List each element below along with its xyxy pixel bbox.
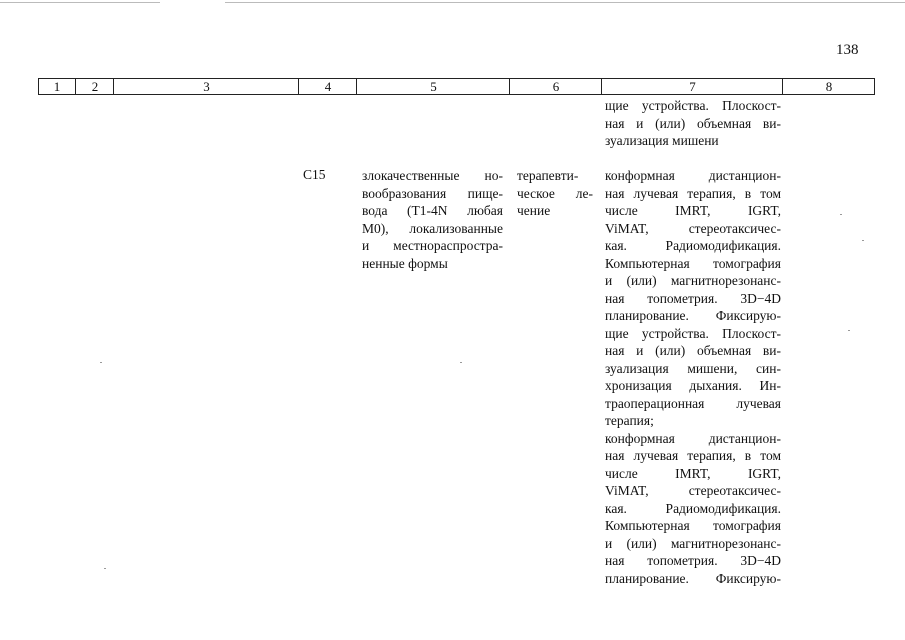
text-line: ная и (или) объемная ви- (605, 115, 781, 131)
text-line: кая. Радиомодификация. (605, 238, 781, 253)
text-line: числе IMRT, IGRT, (605, 465, 781, 481)
scan-speck (862, 240, 864, 241)
treatment-type-cell (517, 167, 593, 220)
text-line: чение (517, 203, 551, 218)
text-line: ная и (или) объемная ви- (605, 343, 781, 358)
text-line: Компьютерная томография (605, 255, 781, 271)
text-line: ная топометрия. 3D−4D (605, 290, 781, 306)
continued-method-text (605, 97, 781, 150)
text-line: ViMAT, стереотаксичес- (605, 220, 781, 236)
text-line: и местнораспростра- (362, 238, 503, 253)
text-line: и (или) магнитнорезонанс- (605, 273, 781, 288)
text-line: вода (T1-4N любая (362, 203, 503, 218)
table-header-row (38, 78, 875, 95)
text-line: траоперационная лучевая (605, 395, 781, 411)
text-line: ная топометрия. 3D−4D (605, 553, 781, 568)
header-col-1: 1 (53, 79, 61, 94)
text-line: Компьютерная томография (605, 518, 781, 533)
text-line: щие устройства. Плоскост- (605, 98, 781, 113)
header-col-2: 2 (75, 79, 114, 94)
text-line: злокачественные но- (362, 168, 503, 183)
text-line: M0), локализованные (362, 220, 503, 236)
top-rule-left (0, 2, 160, 3)
text-line: ческое ле- (517, 185, 593, 201)
diagnosis-cell (362, 167, 503, 272)
header-col-4: 4 (298, 79, 357, 94)
text-line: зуализация мишени (605, 133, 719, 148)
scan-speck (840, 214, 842, 215)
text-line: планирование. Фиксирую- (605, 308, 781, 323)
scan-speck (104, 568, 106, 569)
text-line: зуализация мишени, син- (605, 360, 781, 376)
text-line: вообразования пище- (362, 185, 503, 201)
text-line: ная лучевая терапия, в том (605, 448, 781, 463)
text-line: ная лучевая терапия, в том (605, 185, 781, 201)
header-col-3: 3 (113, 79, 299, 94)
scan-speck (100, 362, 102, 363)
text-line: щие устройства. Плоскост- (605, 325, 781, 341)
text-line: и (или) магнитнорезонанс- (605, 535, 781, 551)
text-line: числе IMRT, IGRT, (605, 203, 781, 218)
top-rule-right (225, 2, 905, 3)
treatment-method-cell (605, 167, 781, 587)
text-line: ViMAT, стереотаксичес- (605, 483, 781, 498)
scan-speck (848, 330, 850, 331)
header-col-6: 6 (509, 79, 602, 94)
scan-speck (460, 362, 462, 363)
text-line: планирование. Фиксирую- (605, 570, 781, 586)
text-line: терапия; (605, 413, 654, 428)
header-col-8: 8 (782, 79, 875, 94)
text-line: кая. Радиомодификация. (605, 500, 781, 516)
page-number: 138 (836, 42, 859, 58)
header-col-7: 7 (601, 79, 783, 94)
text-line: хронизация дыхания. Ин- (605, 378, 781, 393)
icd-code: C15 (303, 167, 326, 182)
text-line: конформная дистанцион- (605, 430, 781, 446)
text-line: ненные формы (362, 255, 448, 271)
header-col-5: 5 (356, 79, 510, 94)
text-line: терапевти- (517, 168, 579, 183)
text-line: конформная дистанцион- (605, 168, 781, 183)
